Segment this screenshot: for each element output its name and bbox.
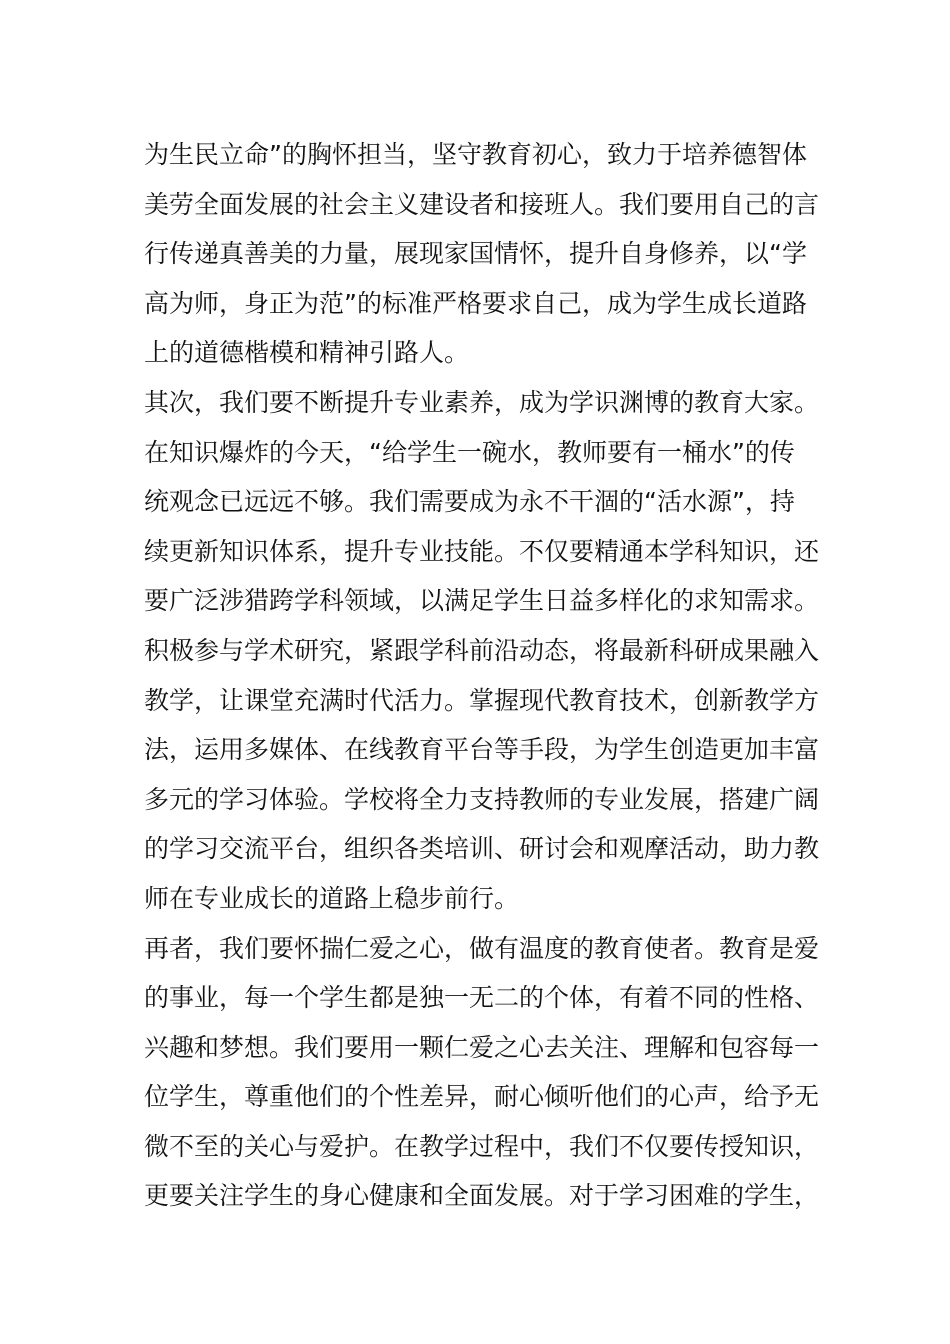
text-line: 为生民立命”的胸怀担当，坚守教育初心，致力于培养德智体 bbox=[144, 140, 807, 169]
text-line: 续更新知识体系，提升专业技能。不仅要精通本学科知识，还 bbox=[144, 536, 820, 566]
text-line: 更要关注学生的身心健康和全面发展。对于学习困难的学生， bbox=[144, 1181, 820, 1211]
text-line: 教学，让课堂充满时代活力。掌握现代教育技术，创新教学方 bbox=[144, 685, 820, 715]
text-line: 师在专业成长的道路上稳步前行。 bbox=[144, 883, 520, 913]
text-line: 多元的学习体验。学校将全力支持教师的专业发展，搭建广阔 bbox=[144, 784, 820, 814]
text-line: 法，运用多媒体、在线教育平台等手段，为学生创造更加丰富 bbox=[144, 735, 820, 765]
text-line: 其次，我们要不断提升专业素养，成为学识渊博的教育大家。 bbox=[144, 387, 820, 417]
text-line: 的事业，每一个学生都是独一无二的个体，有着不同的性格、 bbox=[144, 983, 820, 1013]
text-line: 上的道德楷模和精神引路人。 bbox=[144, 338, 470, 368]
text-line: 微不至的关心与爱护。在教学过程中，我们不仅要传授知识， bbox=[144, 1131, 820, 1161]
text-line: 统观念已远远不够。我们需要成为永不干涸的“活水源”，持 bbox=[144, 487, 795, 517]
text-line: 再者，我们要怀揣仁爱之心，做有温度的教育使者。教育是爱 bbox=[144, 933, 820, 963]
text-line: 要广泛涉猎跨学科领域，以满足学生日益多样化的求知需求。 bbox=[144, 586, 820, 616]
text-line: 积极参与学术研究，紧跟学科前沿动态，将最新科研成果融入 bbox=[144, 635, 820, 665]
text-line: 高为师，身正为范”的标准严格要求自己，成为学生成长道路 bbox=[144, 288, 807, 318]
text-line: 的学习交流平台，组织各类培训、研讨会和观摩活动，助力教 bbox=[144, 834, 820, 864]
text-line: 位学生，尊重他们的个性差异，耐心倾听他们的心声，给予无 bbox=[144, 1082, 820, 1112]
text-line: 兴趣和梦想。我们要用一颗仁爱之心去关注、理解和包容每一 bbox=[144, 1032, 820, 1062]
body-text bbox=[144, 130, 824, 1221]
text-line: 行传递真善美的力量，展现家国情怀，提升自身修养，以“学 bbox=[144, 239, 807, 269]
text-line: 美劳全面发展的社会主义建设者和接班人。我们要用自己的言 bbox=[144, 189, 820, 219]
text-line: 在知识爆炸的今天，“给学生一碗水，教师要有一桶水”的传 bbox=[144, 437, 795, 467]
